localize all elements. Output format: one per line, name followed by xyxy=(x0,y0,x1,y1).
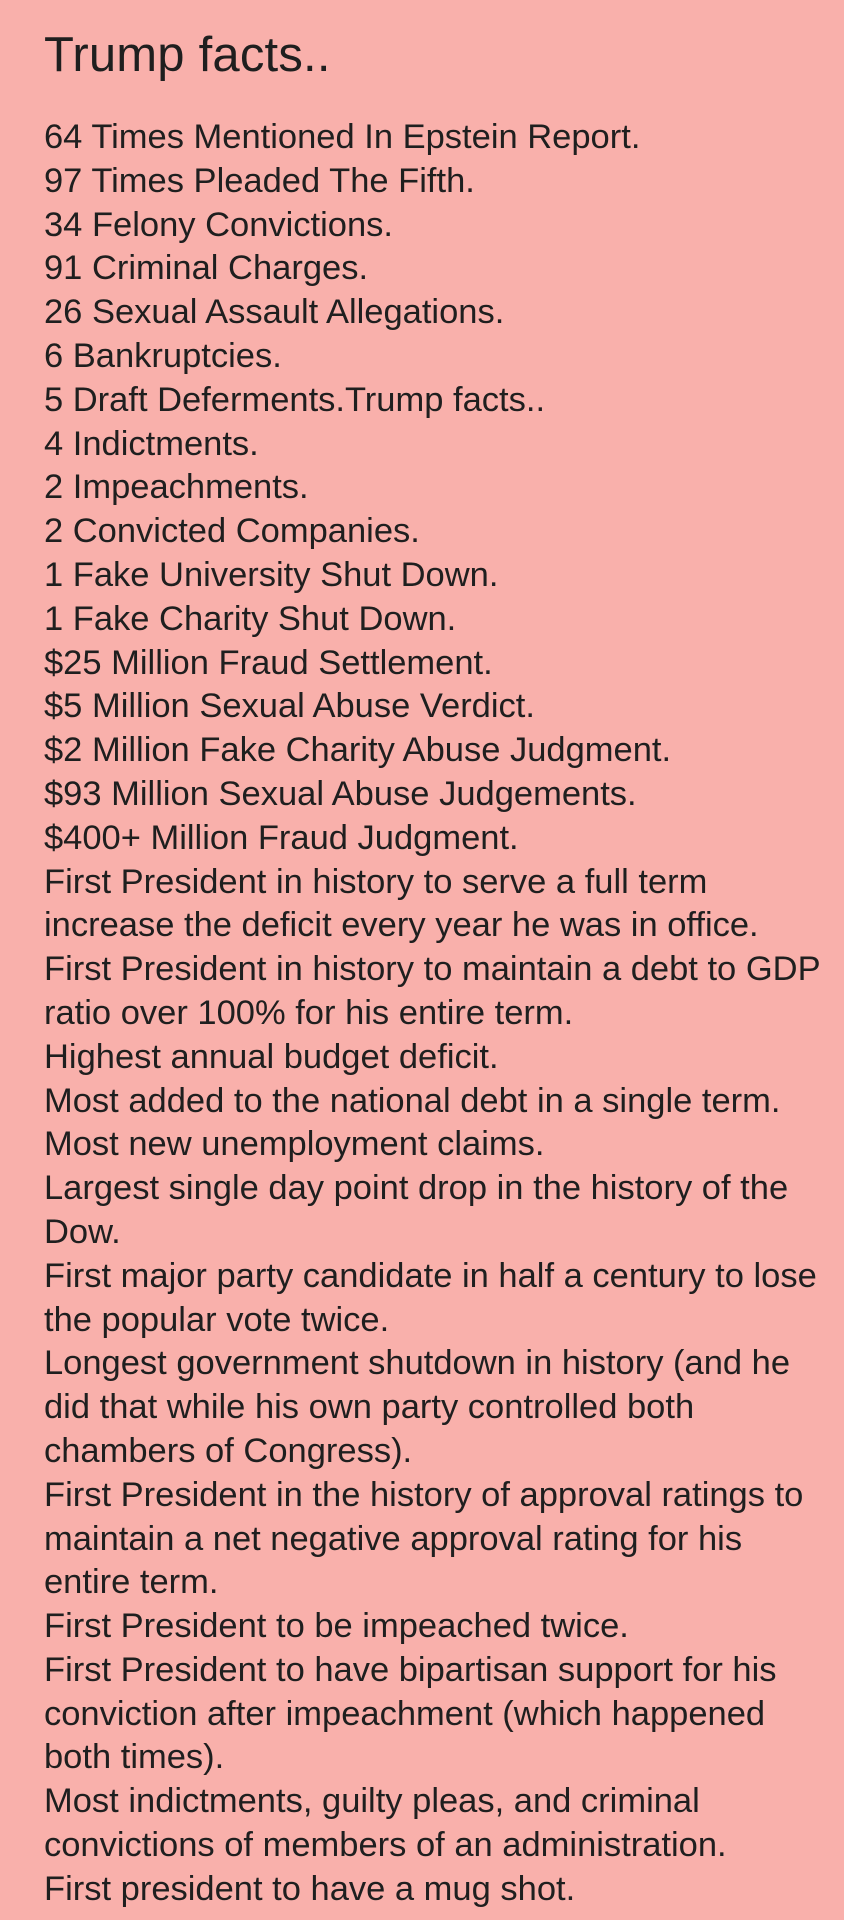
fact-item: 1 Fake Charity Shut Down. xyxy=(44,599,457,638)
fact-item: Largest single day point drop in the history of the Dow. xyxy=(44,1169,789,1251)
fact-item: 26 Sexual Assault Allegations. xyxy=(44,293,505,332)
fact-item: First President in the history of approval ratings to maintain a net negative approval rating for his entire term. xyxy=(44,1475,804,1602)
fact-item: 64 Times Mentioned In Epstein Report. xyxy=(44,118,641,156)
note-title: Trump facts.. xyxy=(44,28,331,82)
facts-list xyxy=(44,116,834,1912)
fact-item: First President in history to serve a full term increase the deficit every year he was in office. xyxy=(44,862,759,945)
fact-item: 1 Fake University Shut Down. xyxy=(44,555,499,594)
fact-item: 91 Criminal Charges. xyxy=(44,249,369,288)
fact-item: 2 Impeachments. xyxy=(44,468,309,507)
fact-item: 6 Bankruptcies. xyxy=(44,336,282,375)
fact-item: Most new unemployment claims. xyxy=(44,1125,545,1164)
fact-item: Highest annual budget deficit. xyxy=(44,1037,499,1076)
fact-item: $2 Million Fake Charity Abuse Judgment. xyxy=(44,731,672,770)
fact-item: First President to have bipartisan support for his conviction after impeachment (which happened both times). xyxy=(44,1650,777,1777)
fact-item: 5 Draft Deferments.Trump facts.. xyxy=(44,380,546,419)
fact-item: 2 Convicted Companies. xyxy=(44,512,420,551)
fact-item: First President in history to maintain a debt to GDP ratio over 100% for his entire term. xyxy=(44,950,820,1032)
fact-item: 4 Indictments. xyxy=(44,424,259,463)
fact-item: $5 Million Sexual Abuse Verdict. xyxy=(44,687,535,726)
fact-item: $400+ Million Fraud Judgment. xyxy=(44,818,519,857)
fact-item: $93 Million Sexual Abuse Judgements. xyxy=(44,774,637,813)
fact-item: 34 Felony Convictions. xyxy=(44,205,394,244)
fact-item: Longest government shutdown in history (and he did that while his own party controlled both chambers of Congress). xyxy=(44,1344,791,1470)
fact-item: First president to have a mug shot. xyxy=(44,1869,576,1908)
fact-item: First President to be impeached twice. xyxy=(44,1607,629,1646)
fact-item: 97 Times Pleaded The Fifth. xyxy=(44,161,475,200)
fact-item: First major party candidate in half a century to lose the popular vote twice. xyxy=(44,1256,817,1339)
fact-item: Most indictments, guilty pleas, and criminal convictions of members of an administration. xyxy=(44,1782,727,1865)
fact-item: Most added to the national debt in a single term. xyxy=(44,1081,781,1120)
fact-item: $25 Million Fraud Settlement. xyxy=(44,643,493,682)
